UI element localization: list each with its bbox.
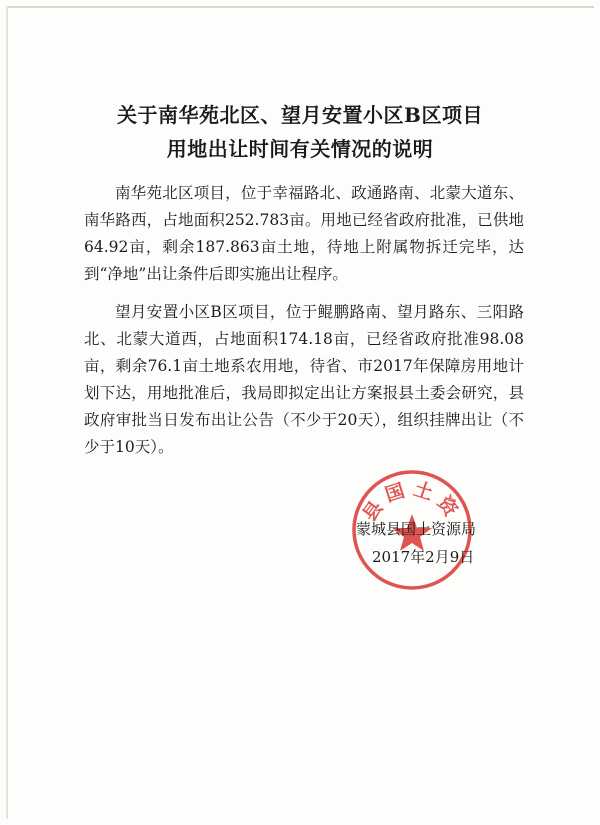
scan-edge-left <box>6 6 8 819</box>
document-title-line-2: 用地出让时间有关情况的说明 <box>166 137 434 161</box>
signature-organization: 蒙城县国土资源局 <box>356 520 477 538</box>
body-paragraph-1: 南华苑北区项目，位于幸福路北、政通路南、北蒙大道东、南华路西，占地面积252.783亩。用地已经省政府批准，已供地64.92亩，剩余187.863亩土地，待地上附属物拆迁完毕，达到“净地”出让条件后即实施出让程序。 <box>84 184 524 283</box>
signature-date: 2017年2月9日 <box>372 548 475 566</box>
body-paragraph-2: 望月安置小区B区项目，位于鲲鹏路南、望月路东、三阳路北、北蒙大道西，占地面积174.18亩，已经省政府批准98.08亩，剩余76.1亩土地系农用地，待省、市2017年保障房用地计划下达，用地批准后，我局即拟定出让方案报县土委会研究，县政府审批当日发布出让公告（不少于20天），组织挂牌出让（不少于10天）。 <box>84 303 524 456</box>
document-title-line-1: 关于南华苑北区、望月安置小区B区项目 <box>117 103 483 127</box>
scan-edge-top <box>6 6 594 8</box>
seal-text: 县国土资 <box>358 477 466 526</box>
